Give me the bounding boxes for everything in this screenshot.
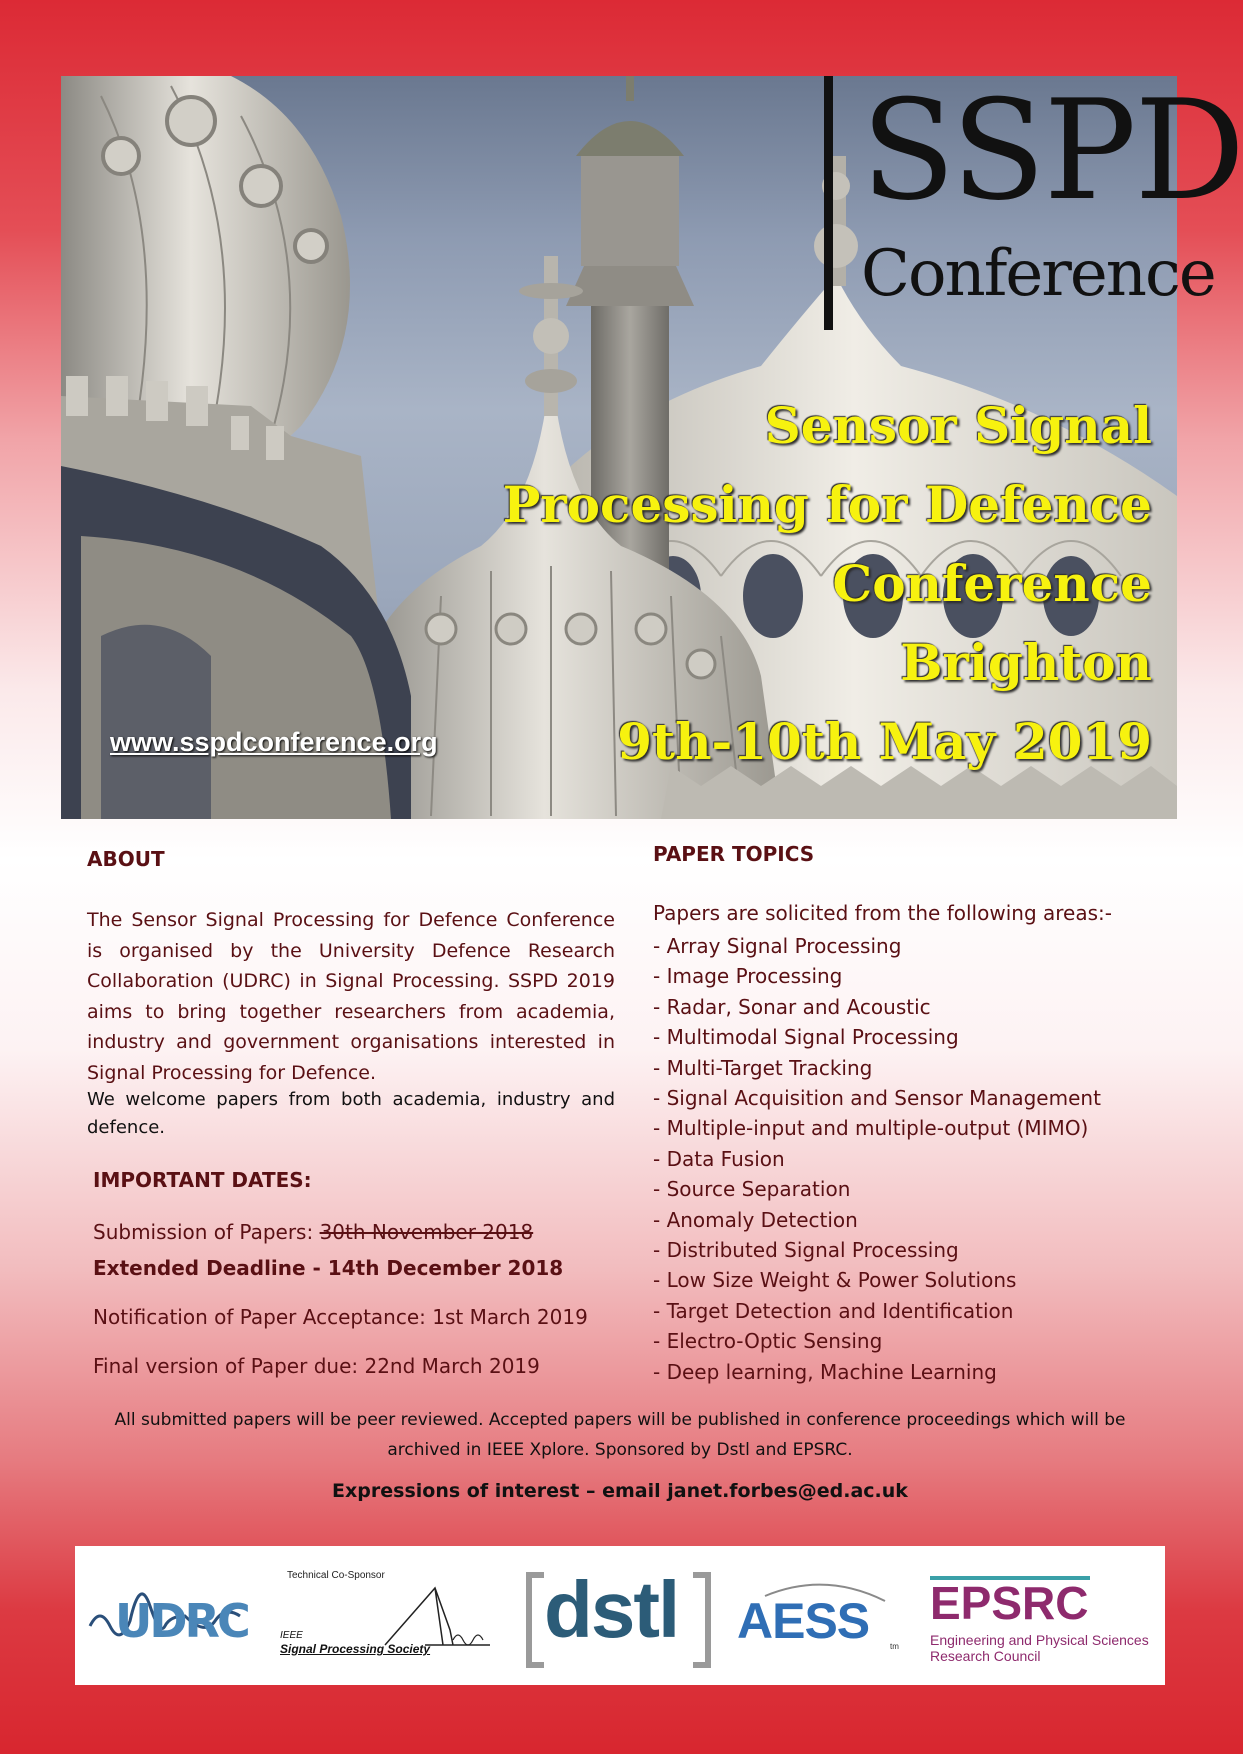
dates-heading: IMPORTANT DATES:: [93, 1168, 312, 1192]
topics-list: [653, 931, 1101, 1387]
topics-heading: PAPER TOPICS: [653, 842, 815, 866]
list-item: - Data Fusion: [653, 1146, 785, 1171]
list-item: - Electro-Optic Sensing: [653, 1329, 883, 1354]
list-item: - Source Separation: [653, 1177, 851, 1202]
dstl-left-bracket: [526, 1572, 544, 1668]
about-paragraph: The Sensor Signal Processing for Defence Conference is organised by the University Defence Research Collaboration (UDRC) in Signal Processing. SSPD 2019 aims to bring together researchers from academia, industry and government organisations interested in Signal Processing for Defence.: [87, 909, 615, 1084]
about-welcome-text: We welcome papers from both academia, industry and defence.: [87, 1089, 615, 1138]
udrc-logo: [85, 1566, 248, 1666]
sps-waveform-icon: [275, 1570, 495, 1670]
sps-label: Signal Processing Society: [280, 1642, 431, 1656]
notification-date: Notification of Paper Acceptance: 1st March 2019: [93, 1305, 588, 1329]
aess-tm: tm: [890, 1642, 899, 1651]
list-item: - Multiple-input and multiple-output (MIMO): [653, 1116, 1089, 1141]
ieee-cosponsor-label: Technical Co-Sponsor: [287, 1570, 385, 1581]
hero-title-line: 9th-10th May 2019: [617, 712, 1152, 771]
sspd-logo-text: SSPD: [861, 70, 1243, 231]
hero-title: [452, 386, 1152, 781]
dstl-text: dstl: [544, 1565, 679, 1654]
expressions-of-interest: Expressions of interest – email janet.forbes@ed.ac.uk: [332, 1480, 908, 1502]
peer-review-note: All submitted papers will be peer reviewed. Accepted papers will be published in conference proceedings which will be archived in IEEE Xplore. Sponsored by Dstl and EPSRC.: [114, 1410, 1126, 1460]
list-item: - Array Signal Processing: [653, 934, 902, 958]
submission-label: Submission of Papers:: [93, 1220, 320, 1244]
hero-title-line: Brighton: [900, 633, 1152, 692]
list-item: - Deep learning, Machine Learning: [653, 1359, 997, 1384]
aess-text: AESS: [737, 1593, 870, 1649]
epsrc-text: EPSRC: [930, 1577, 1089, 1629]
list-item: - Distributed Signal Processing: [653, 1238, 959, 1263]
epsrc-subtitle-line1: Engineering and Physical Sciences: [930, 1632, 1149, 1648]
ieee-sps-logo: [275, 1570, 495, 1670]
final-version-date: Final version of Paper due: 22nd March 2019: [93, 1354, 540, 1378]
list-item: - Multi-Target Tracking: [653, 1055, 873, 1080]
list-item: - Radar, Sonar and Acoustic: [653, 994, 931, 1019]
dstl-logo: [526, 1565, 711, 1660]
list-item: - Signal Acquisition and Sensor Management: [653, 1086, 1101, 1111]
hero-title-line: Sensor Signal: [764, 396, 1152, 455]
logo-divider-bar: [824, 76, 833, 330]
about-heading: ABOUT: [87, 847, 165, 871]
hero-title-line: Conference: [832, 554, 1152, 613]
topics-intro: Papers are solicited from the following areas:-: [653, 901, 1112, 925]
sspd-logo-subtext: Conference: [861, 237, 1215, 311]
epsrc-subtitle-line2: Research Council: [930, 1648, 1041, 1664]
extended-deadline: Extended Deadline - 14th December 2018: [93, 1256, 564, 1280]
hero-title-line: Processing for Defence: [502, 475, 1152, 534]
hero-banner: [61, 70, 1243, 819]
sponsor-logos-strip: [75, 1546, 1165, 1685]
epsrc-logo: [930, 1576, 1155, 1668]
list-item: - Image Processing: [653, 964, 843, 989]
list-item: - Multimodal Signal Processing: [653, 1025, 959, 1050]
udrc-text: UDRC: [115, 1594, 248, 1648]
list-item: - Anomaly Detection: [653, 1207, 858, 1232]
ieee-label: IEEE: [280, 1630, 303, 1641]
conference-website-link[interactable]: www.sspdconference.org: [110, 727, 438, 757]
list-item: - Target Detection and Identification: [653, 1298, 1014, 1323]
submission-date: [93, 1220, 533, 1244]
list-item: - Low Size Weight & Power Solutions: [653, 1268, 1017, 1293]
submission-old-date: 30th November 2018: [319, 1220, 534, 1244]
dstl-right-bracket: [693, 1572, 711, 1668]
aess-logo: [735, 1576, 905, 1656]
